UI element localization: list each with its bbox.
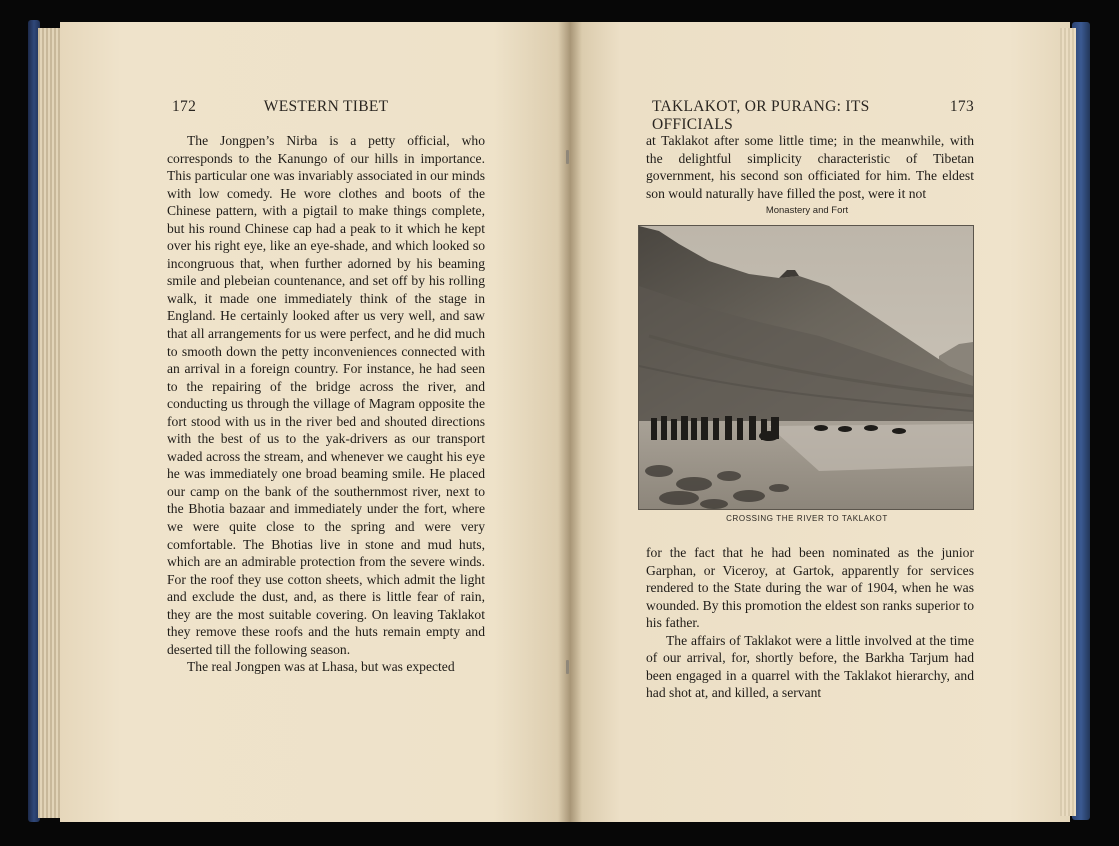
left-paragraph-1: The Jongpen’s Nirba is a petty official, who corresponds to the Kanungo of our hills in importance. This particular one was invariably associated in our minds with low comedy. He wore clothes and boots of the Chinese pattern, with a pigtail to make things complete, but his round Chinese cap had a peak to it which he kept over his right eye, like an eye-shade, and which looked so incongruous that, when further adorned by his beaming smile and plebeian countenance, and set off by his rolling walk, it made one immediately think of the stage in England. He certainly looked after us very well, and saw that all arrangements for us were perfect, and he did much to smooth down the petty inconveniences connected with an arrival in a foreign country. For instance, he had seen to the repairing of the bridge across the river, and conducting us through the village of Magram opposite the fort stood with us in the river bed and shouted directions with the best of us to the yak-drivers as our transport waded across the stream, and whenever we caught his eye he was immediately one broad beaming smile. He placed our camp on the bank of the southernmost river, next to the Bhotia bazaar and immediately under the fort, where we were quite close to the spring and were very comfortable. The Bhotias live in stone and mud huts, which are an admirable protection from the severe winds. For the roof they use cotton sheets, which admit the light and exclude the dust, and, as there is little fear of rain, they are the most suitable covering. On leaving Taklakot they remove these roofs and the huts remain empty and deserted till the following season. [167, 133, 485, 657]
binding-stitch [566, 660, 569, 674]
left-body-text [167, 132, 485, 676]
photo-image [639, 226, 973, 509]
page-edges-right [1060, 28, 1076, 816]
right-page-number: 173 [949, 98, 974, 115]
left-running-title: WESTERN TIBET [263, 98, 389, 115]
right-top-text [646, 132, 974, 202]
right-running-head [652, 98, 974, 133]
right-paragraph-2: The affairs of Taklakot were a little involved at the time of our arrival, for, shortly before, the Barkha Tarjum had been engaged in a quarrel with the Taklakot hierarchy, and had shot at, and killed, a servant [646, 632, 974, 701]
right-bottom-text [646, 544, 974, 702]
left-running-head [172, 98, 480, 118]
left-page-number: 172 [172, 98, 197, 115]
figure-caption-top: Monastery and Fort [765, 205, 849, 216]
left-paragraph-2: The real Jongpen was at Lhasa, but was expected [187, 659, 455, 675]
photograph-river-crossing [638, 225, 974, 510]
right-paragraph-continued: at Taklakot after some little time; in the meanwhile, with the delightful simplicity characteristic of Tibetan government, his second son officiated for him. The eldest son would naturally have filled the post, were it not [646, 133, 974, 201]
figure-caption-bottom: CROSSING THE RIVER TO TAKLAKOT [726, 514, 888, 523]
right-paragraph-1: for the fact that he had been nominated as the junior Garphan, or Viceroy, at Gartok, apparently for services rendered to the State during the war of 1904, when he was wounded. By this promotion the eldest son ranks superior to his father. [646, 545, 974, 631]
book-gutter [558, 22, 582, 822]
right-running-title: TAKLAKOT, OR PURANG: ITS OFFICIALS [652, 98, 870, 133]
binding-stitch [566, 150, 569, 164]
